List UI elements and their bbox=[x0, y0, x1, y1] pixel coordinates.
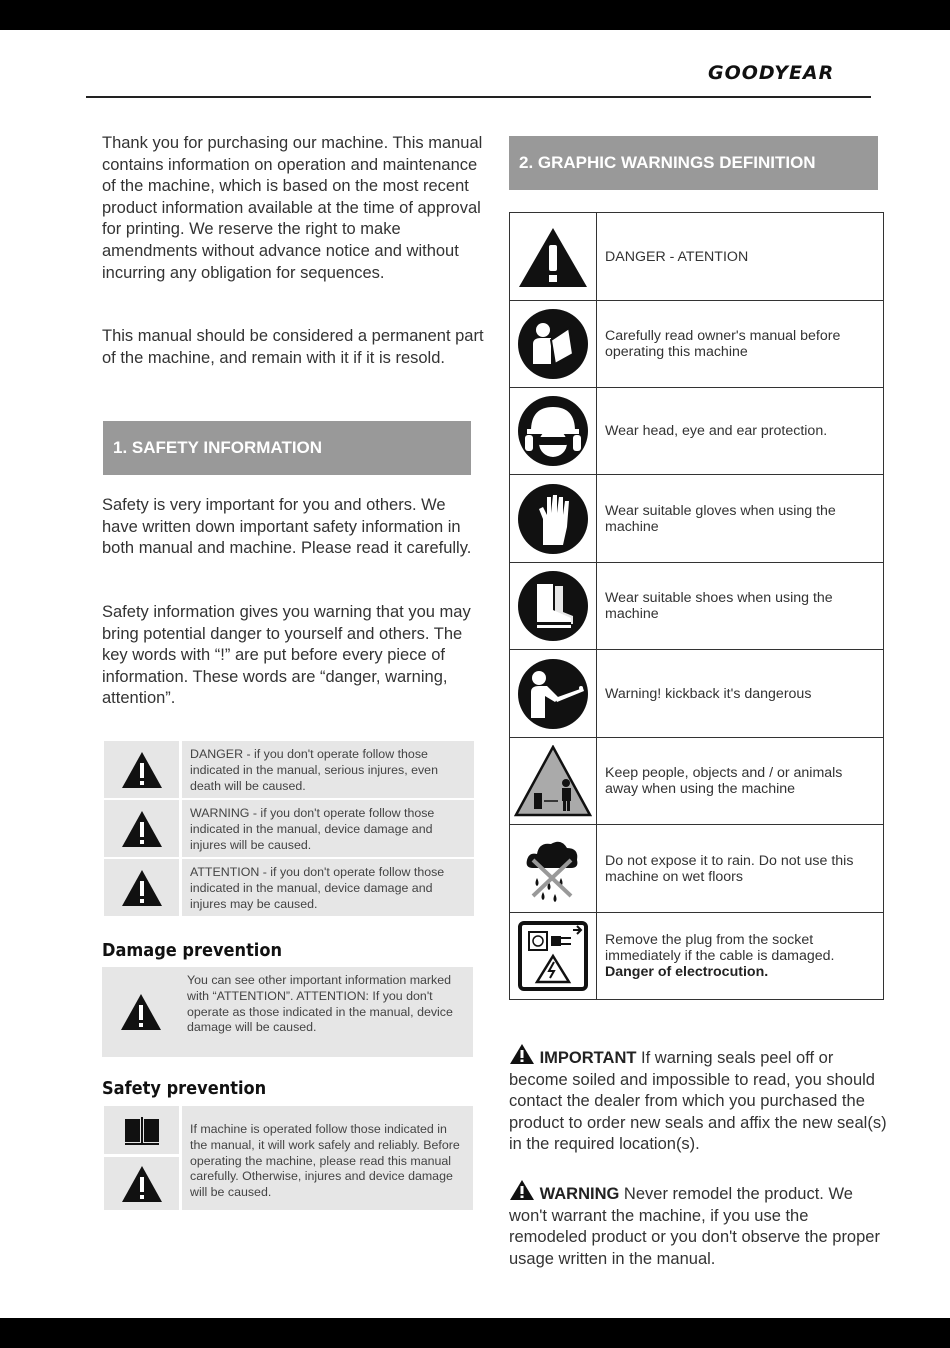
goodyear-logo: GOODYEAR bbox=[708, 62, 835, 84]
important-keyword: IMPORTANT bbox=[539, 1049, 637, 1067]
warning-text: Never remodel the product. We won't warrant the machine, if you use the remodeled product or you don't observe the proper usage written in the manual. bbox=[509, 1185, 880, 1268]
level-text: DANGER - if you don't operate follow those indicated in the manual, serious injures, even death will be caused. bbox=[182, 741, 474, 798]
warning-row bbox=[510, 650, 883, 738]
warning-text: Carefully read owner's manual before operating this machine bbox=[605, 328, 841, 360]
head-eye-ear-protection-icon bbox=[510, 388, 597, 474]
kickback-icon bbox=[510, 650, 597, 737]
damage-prevention-text: You can see other important information marked with “ATTENTION”. ATTENTION: If you don't operate as those indicated in the manual, device damage will be caused. bbox=[179, 967, 473, 1057]
safety-prevention-heading: Safety prevention bbox=[102, 1078, 267, 1099]
bottom-black-bar bbox=[0, 1318, 950, 1348]
warning-triangle-icon bbox=[102, 967, 179, 1057]
gloves-icon bbox=[510, 475, 597, 562]
damage-prevention-box bbox=[102, 967, 473, 1057]
read-manual-icon bbox=[510, 301, 597, 387]
warning-triangle-icon bbox=[104, 859, 179, 916]
open-book-icon bbox=[104, 1106, 179, 1154]
warning-text: Wear suitable shoes when using the machine bbox=[605, 590, 833, 622]
warning-text: DANGER - ATENTION bbox=[605, 248, 749, 265]
warning-row bbox=[510, 475, 883, 563]
level-row-warning bbox=[104, 800, 474, 857]
level-text: WARNING - if you don't operate follow those indicated in the manual, device damage and injures will be caused. bbox=[182, 800, 474, 857]
warning-text: Remove the plug from the socket immediately if the cable is damaged. Danger of electrocution. bbox=[597, 913, 883, 999]
safety-prevention-box bbox=[104, 1106, 473, 1210]
warning-triangle-icon bbox=[104, 1157, 179, 1210]
warning-text: Wear suitable gloves when using the machine bbox=[605, 502, 836, 535]
warning-keyword: WARNING bbox=[539, 1185, 620, 1203]
safety-paragraph-1: Safety is very important for you and others. We have written down important safety information in both manual and machine. Please read it carefully. bbox=[102, 496, 472, 558]
top-black-bar bbox=[0, 0, 950, 30]
warning-row bbox=[510, 738, 883, 825]
no-rain-icon bbox=[510, 825, 597, 912]
level-row-attention bbox=[104, 859, 474, 916]
important-note bbox=[509, 1043, 889, 1156]
danger-triangle-icon bbox=[510, 213, 597, 300]
electrocution-danger-text: Danger of electrocution. bbox=[605, 964, 769, 980]
damage-prevention-heading: Damage prevention bbox=[102, 940, 283, 961]
warning-row bbox=[510, 213, 883, 301]
warning-text: Warning! kickback it's dangerous bbox=[605, 685, 812, 702]
warning-row bbox=[510, 388, 883, 475]
unplug-electrocution-icon bbox=[510, 913, 597, 999]
warning-row bbox=[510, 563, 883, 650]
graphic-warnings-table bbox=[509, 212, 884, 1000]
safety-icons bbox=[104, 1106, 179, 1210]
warning-row bbox=[510, 913, 883, 999]
section-1-heading: 1. SAFETY INFORMATION bbox=[103, 421, 471, 475]
level-row-danger bbox=[104, 741, 474, 798]
level-text: ATTENTION - if you don't operate follow those indicated in the manual, device damage and injures may be caused. bbox=[182, 859, 474, 916]
warning-text: Keep people, objects and / or animals away when using the machine bbox=[605, 765, 843, 797]
warning-triangle-icon bbox=[509, 1179, 535, 1201]
important-text: If warning seals peel off or become soiled and impossible to read, you should contact the dealer from which you purchased the product to order new seals and affix the new seal(s) in the required location(s). bbox=[509, 1049, 887, 1154]
warning-note bbox=[509, 1179, 889, 1270]
header-rule bbox=[86, 96, 871, 98]
intro-paragraph-2: This manual should be considered a permanent part of the machine, and remain with it if it is resold. bbox=[102, 327, 484, 367]
keep-distance-icon bbox=[510, 738, 597, 824]
warning-row bbox=[510, 825, 883, 913]
warning-text: Do not expose it to rain. Do not use this machine on wet floors bbox=[605, 852, 854, 885]
warning-triangle-icon bbox=[104, 800, 179, 857]
warning-triangle-icon bbox=[509, 1043, 535, 1065]
safety-prevention-text: If machine is operated follow those indicated in the manual, it will work safely and reliably. Before operating the machine, please read this manual carefully. Otherwise, injures and device damage will be caused. bbox=[182, 1106, 473, 1210]
warning-triangle-icon bbox=[104, 741, 179, 798]
warning-text: Wear head, eye and ear protection. bbox=[605, 423, 828, 439]
warning-row bbox=[510, 301, 883, 388]
intro-paragraph-1: Thank you for purchasing our machine. This manual contains information on operation and maintenance of the machine, which is based on the most recent product information available at the time of approval for printing. We reserve the right to make amendments without advance notice and without incurring any obligation for sequences. bbox=[102, 134, 483, 282]
safety-paragraph-2: Safety information gives you warning that you may bring potential danger to yourself and others. The key words with “!” are put before every piece of information. These words are “danger, warning, attention”. bbox=[102, 603, 471, 708]
section-2-heading: 2. GRAPHIC WARNINGS DEFINITION bbox=[509, 136, 878, 190]
safety-boots-icon bbox=[510, 563, 597, 649]
